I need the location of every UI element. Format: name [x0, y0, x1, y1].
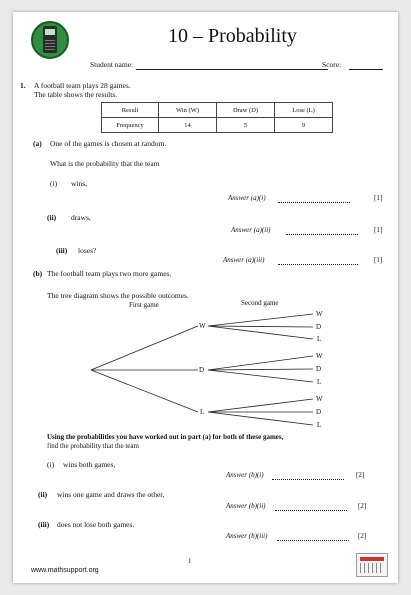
- part-a-text: One of the games is chosen at random.: [50, 139, 167, 148]
- marks-a-iii: [1]: [374, 256, 383, 264]
- tree-node-second-w: W: [316, 395, 323, 403]
- table-cell: 5: [217, 118, 275, 133]
- tree-node-second-w: W: [316, 352, 323, 360]
- table-cell: Frequency: [102, 118, 159, 133]
- part-a-question: What is the probability that the team: [50, 159, 160, 168]
- tree-node-second-d: D: [316, 323, 322, 331]
- part-a-label: (a): [33, 139, 42, 148]
- marks-b-iii: [2]: [358, 532, 367, 540]
- answer-b-ii-line[interactable]: [275, 510, 347, 511]
- table-cell: 14: [159, 118, 217, 133]
- part-b-ii-label: (ii): [38, 490, 48, 499]
- question-number: 1.: [20, 81, 26, 90]
- table-header-cell: Result: [102, 103, 159, 118]
- part-b-ii-text: wins one game and draws the other,: [57, 490, 165, 499]
- marks-b-i: [2]: [356, 471, 365, 479]
- table-cell: 9: [275, 118, 333, 133]
- marks-b-ii: [2]: [358, 502, 367, 510]
- page-title: 10 – Probability: [168, 25, 297, 47]
- part-b-i-text: wins both games,: [63, 460, 116, 469]
- part-b-iii-text: does not lose both games.: [57, 520, 135, 529]
- tree-node-second-l: L: [317, 378, 322, 386]
- question-intro-1: A football team plays 28 games.: [34, 81, 131, 90]
- answer-b-i-label: Answer (b)(i): [226, 471, 264, 479]
- tree-node-second-w: W: [316, 310, 323, 318]
- part-b-instruction: Using the probabilities you have worked out in part (a) for both of these games,: [47, 433, 284, 441]
- part-a-ii-text: draws,: [71, 213, 91, 222]
- tree-node-second-l: L: [317, 421, 322, 429]
- marks-a-i: [1]: [374, 194, 383, 202]
- tree-intro: The tree diagram shows the possible outcomes.: [47, 291, 189, 300]
- worksheet-page: [13, 12, 398, 583]
- part-a-i-text: wins,: [71, 179, 88, 188]
- student-name-label: Student name:: [90, 60, 134, 69]
- score-label: Score:: [322, 60, 342, 69]
- answer-b-iii-line[interactable]: [277, 540, 349, 541]
- part-a-iii-text: loses?: [78, 246, 97, 255]
- part-b-label: (b): [33, 269, 43, 278]
- marks-a-ii: [1]: [374, 226, 383, 234]
- tree-node-second-d: D: [316, 365, 322, 373]
- answer-a-iii-label: Answer (a)(iii): [223, 256, 265, 264]
- tree-node-first-w: W: [199, 322, 206, 330]
- part-b-find: find the probability that the team: [47, 442, 139, 450]
- part-a-i-label: (i): [50, 179, 58, 188]
- part-b-i-label: (i): [47, 460, 55, 469]
- answer-b-ii-label: Answer (b)(ii): [226, 502, 266, 510]
- tree-node-first-d: D: [199, 366, 205, 374]
- part-a-iii-label: (iii): [56, 246, 68, 255]
- answer-b-i-line[interactable]: [272, 479, 344, 480]
- answer-a-i-label: Answer (a)(i): [228, 194, 266, 202]
- tree-node-first-l: L: [200, 408, 205, 416]
- part-b-text: The football team plays two more games.: [47, 269, 172, 278]
- footer-website: www.mathsupport.org: [31, 567, 99, 574]
- table-header-cell: Draw (D): [217, 103, 275, 118]
- maths-support-stamp-icon: [356, 553, 388, 577]
- tree-first-game-label: First game: [129, 301, 159, 309]
- page-number: 1: [188, 557, 192, 565]
- part-a-ii-label: (ii): [47, 213, 57, 222]
- answer-a-ii-label: Answer (a)(ii): [231, 226, 271, 234]
- answer-b-iii-label: Answer (b)(iii): [226, 532, 268, 540]
- tree-node-second-l: L: [317, 335, 322, 343]
- question-intro-2: The table shows the results.: [34, 90, 118, 99]
- tree-second-game-label: Second game: [241, 299, 279, 307]
- part-b-iii-label: (iii): [38, 520, 50, 529]
- table-header-cell: Lose (L): [275, 103, 333, 118]
- table-header-cell: Win (W): [159, 103, 217, 118]
- tree-node-second-d: D: [316, 408, 322, 416]
